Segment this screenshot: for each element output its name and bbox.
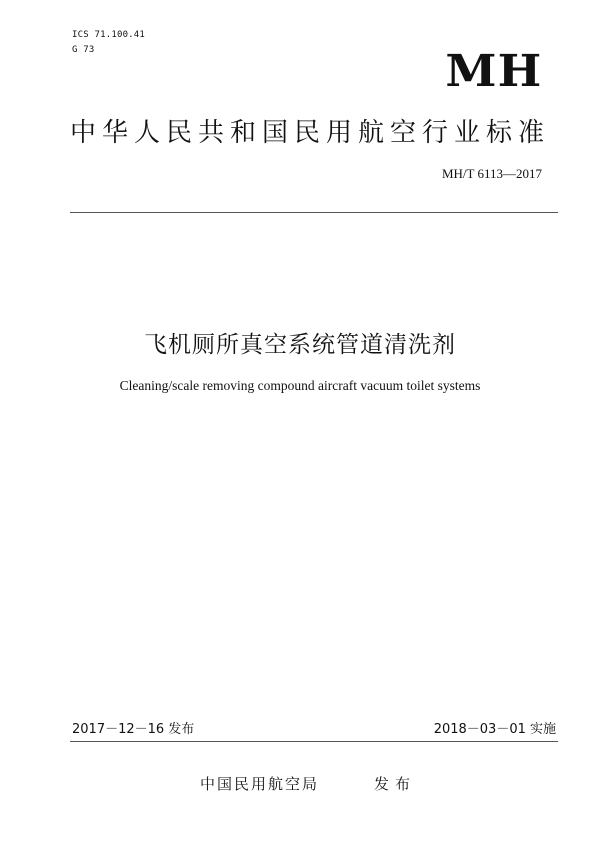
issue-date: 2017－12－16 发布 [72, 722, 195, 737]
standard-number: MH/T 6113—2017 [441, 166, 542, 181]
ccs-code: G 73 [72, 45, 95, 55]
document-title-chinese: 飞机厕所真空系统管道清洗剂 [144, 332, 456, 358]
publish-label: 发布 [374, 775, 417, 793]
footer-divider [70, 741, 558, 742]
header-divider [70, 212, 558, 213]
mh-logo: MH [445, 46, 542, 97]
standard-title: 中华人民共和国民用航空行业标准 [70, 118, 551, 148]
implementation-date: 2018－03－01 实施 [433, 722, 556, 737]
ics-code: ICS 71.100.41 [72, 30, 146, 40]
document-title-english: Cleaning/scale removing compound aircraft vacuum toilet systems [119, 378, 481, 393]
publisher-name: 中国民用航空局 [200, 775, 320, 793]
